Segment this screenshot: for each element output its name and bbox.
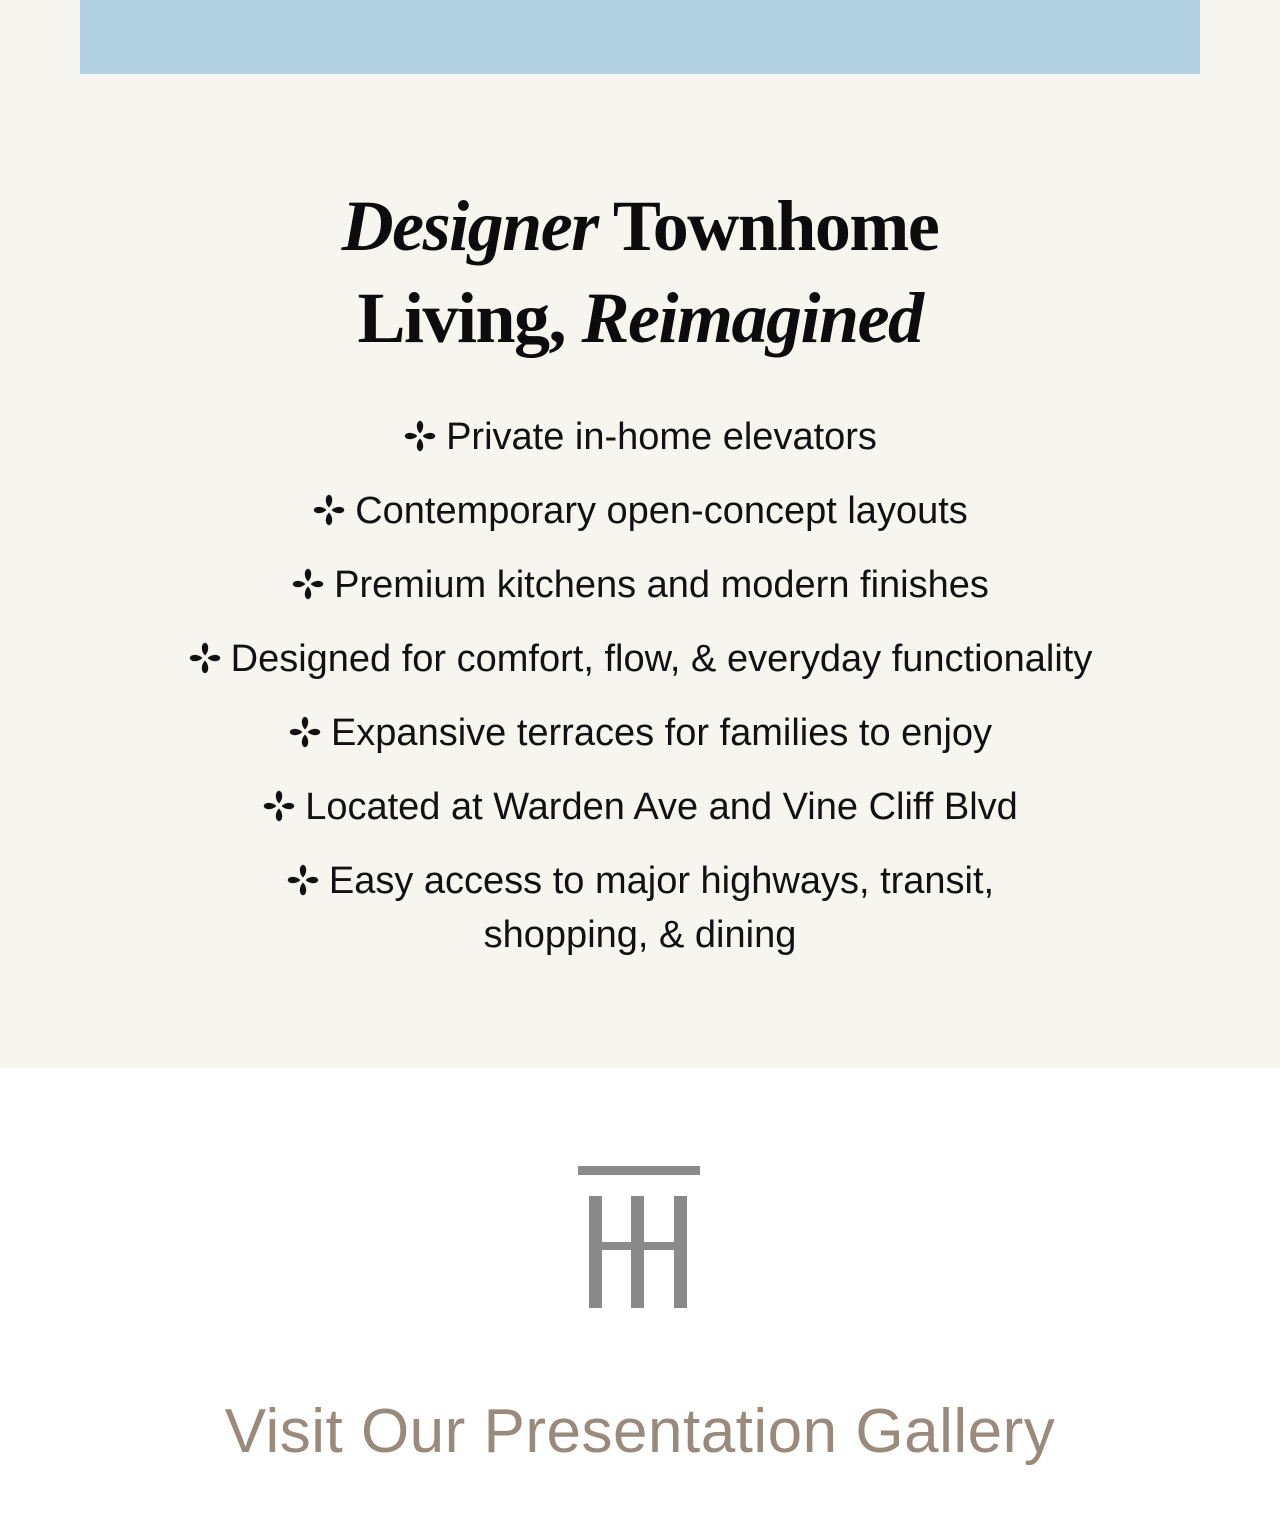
feature-text: Private in-home elevators: [446, 416, 877, 458]
headline-regular-1: Townhome: [597, 186, 939, 266]
flower-bullet-icon: [288, 715, 322, 749]
list-item: [0, 484, 1280, 538]
list-item: [0, 706, 1280, 760]
list-item: [0, 854, 1280, 962]
townhome-logo-icon: [578, 1166, 700, 1308]
list-item: [0, 558, 1280, 612]
feature-list: [0, 410, 1280, 982]
visit-gallery-link[interactable]: Visit Our Presentation Gallery: [224, 1397, 1056, 1466]
flower-bullet-icon: [262, 789, 296, 823]
feature-text: Contemporary open-concept layouts: [355, 490, 968, 532]
feature-text: Easy access to major highways, transit,: [328, 860, 995, 902]
flower-bullet-icon: [403, 419, 437, 453]
headline-italic-1: Designer: [341, 186, 598, 266]
feature-text: Expansive terraces for families to enjoy: [330, 712, 993, 754]
feature-text: Designed for comfort, flow, & everyday functionality: [230, 638, 1093, 680]
feature-text: Premium kitchens and modern finishes: [334, 564, 989, 606]
headline-regular-2: Living,: [357, 278, 582, 358]
page-title: [0, 180, 1280, 364]
list-item: [0, 632, 1280, 686]
flower-bullet-icon: [286, 863, 320, 897]
feature-text: Located at Warden Ave and Vine Cliff Blvd: [305, 786, 1018, 828]
feature-text-continued: shopping, & dining: [483, 914, 797, 956]
flower-bullet-icon: [291, 567, 325, 601]
flower-bullet-icon: [188, 641, 222, 675]
flower-bullet-icon: [312, 493, 346, 527]
headline-italic-2: Reimagined: [581, 278, 923, 358]
top-banner: [80, 0, 1200, 74]
list-item: [0, 410, 1280, 464]
list-item: [0, 780, 1280, 834]
